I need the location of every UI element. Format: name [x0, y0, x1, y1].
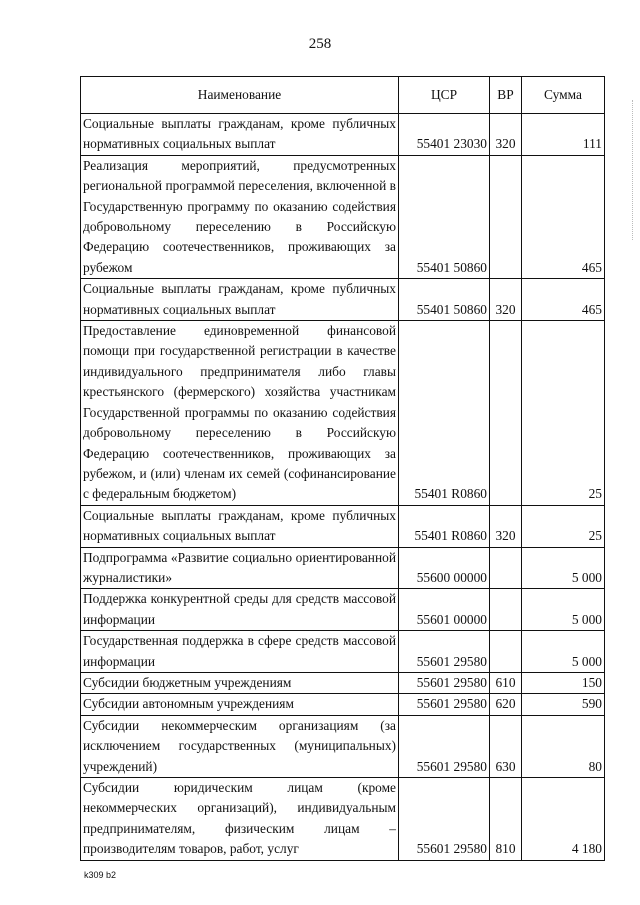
- row-name-cell: Социальные выплаты гражданам, кроме публичных нормативных социальных выплат: [81, 279, 399, 321]
- row-name-cell: Государственная поддержка в сфере средств массовой информации: [81, 631, 399, 673]
- table-row: [81, 321, 605, 506]
- row-vr-cell: 320: [490, 279, 522, 321]
- row-sum-cell: 590: [522, 694, 605, 715]
- row-name-cell: Поддержка конкурентной среды для средств массовой информации: [81, 589, 399, 631]
- row-sum-cell: 150: [522, 672, 605, 693]
- row-sum-cell: 111: [522, 114, 605, 156]
- row-name-cell: Субсидии автономным учреждениям: [81, 694, 399, 715]
- row-csr-cell: 55601 29580: [399, 631, 490, 673]
- page-number: 258: [308, 36, 332, 52]
- table-row: [81, 631, 605, 673]
- table-header-row: [81, 77, 605, 114]
- row-sum-cell: 5 000: [522, 589, 605, 631]
- row-sum-cell: 4 180: [522, 778, 605, 861]
- row-csr-cell: 55601 00000: [399, 589, 490, 631]
- row-name-cell: Субсидии юридическим лицам (кроме некоммерческих организаций), индивидуальным предпринимателям, физическим лицам – производителям товаров, работ, услуг: [81, 778, 399, 861]
- table-row: [81, 694, 605, 715]
- row-csr-cell: 55401 R0860: [399, 505, 490, 547]
- row-vr-cell: [490, 155, 522, 278]
- row-sum-cell: 465: [522, 279, 605, 321]
- row-vr-cell: 630: [490, 715, 522, 777]
- row-vr-cell: [490, 321, 522, 506]
- row-name-cell: Реализация мероприятий, предусмотренных региональной программой переселения, включенной в Государственную программу по оказанию содействия добровольному переселению в Российскую Федерацию соотечественников, проживающих за рубежом: [81, 155, 399, 278]
- row-csr-cell: 55401 50860: [399, 279, 490, 321]
- header-name: Наименование: [81, 77, 399, 114]
- row-name-cell: Субсидии бюджетным учреждениям: [81, 672, 399, 693]
- footer-code: k309 b2: [84, 870, 117, 880]
- row-vr-cell: 320: [490, 505, 522, 547]
- table-row: [81, 589, 605, 631]
- table-row: [81, 778, 605, 861]
- row-csr-cell: 55401 23030: [399, 114, 490, 156]
- row-sum-cell: 5 000: [522, 547, 605, 589]
- row-csr-cell: 55401 R0860: [399, 321, 490, 506]
- row-sum-cell: 80: [522, 715, 605, 777]
- table-row: [81, 715, 605, 777]
- header-sum: Сумма: [522, 77, 605, 114]
- table-row: [81, 672, 605, 693]
- row-vr-cell: 620: [490, 694, 522, 715]
- row-sum-cell: 5 000: [522, 631, 605, 673]
- row-vr-cell: 320: [490, 114, 522, 156]
- row-csr-cell: 55600 00000: [399, 547, 490, 589]
- row-csr-cell: 55401 50860: [399, 155, 490, 278]
- row-vr-cell: [490, 547, 522, 589]
- table-row: [81, 547, 605, 589]
- row-csr-cell: 55601 29580: [399, 715, 490, 777]
- row-vr-cell: [490, 631, 522, 673]
- row-csr-cell: 55601 29580: [399, 694, 490, 715]
- row-name-cell: Социальные выплаты гражданам, кроме публичных нормативных социальных выплат: [81, 505, 399, 547]
- row-name-cell: Субсидии некоммерческим организациям (за исключением государственных (муниципальных) учреждений): [81, 715, 399, 777]
- header-csr: ЦСР: [399, 77, 490, 114]
- row-name-cell: Социальные выплаты гражданам, кроме публичных нормативных социальных выплат: [81, 114, 399, 156]
- table-row: [81, 155, 605, 278]
- margin-mark: [632, 100, 634, 240]
- row-vr-cell: 610: [490, 672, 522, 693]
- row-sum-cell: 25: [522, 505, 605, 547]
- row-vr-cell: [490, 589, 522, 631]
- header-vr: ВР: [490, 77, 522, 114]
- table-row: [81, 114, 605, 156]
- budget-table: [80, 76, 605, 861]
- row-name-cell: Предоставление единовременной финансовой помощи при государственной регистрации в качестве индивидуального предпринимателя либо главы крестьянского (фермерского) хозяйства участникам Государственной программы по оказанию содействия добровольному переселению в Российскую Федерацию соотечественников, проживающих за рубежом, и (или) членам их семей (софинансирование с федеральным бюджетом): [81, 321, 399, 506]
- row-sum-cell: 25: [522, 321, 605, 506]
- row-sum-cell: 465: [522, 155, 605, 278]
- row-name-cell: Подпрограмма «Развитие социально ориентированной журналистики»: [81, 547, 399, 589]
- row-csr-cell: 55601 29580: [399, 672, 490, 693]
- table-row: [81, 505, 605, 547]
- row-vr-cell: 810: [490, 778, 522, 861]
- row-csr-cell: 55601 29580: [399, 778, 490, 861]
- table-row: [81, 279, 605, 321]
